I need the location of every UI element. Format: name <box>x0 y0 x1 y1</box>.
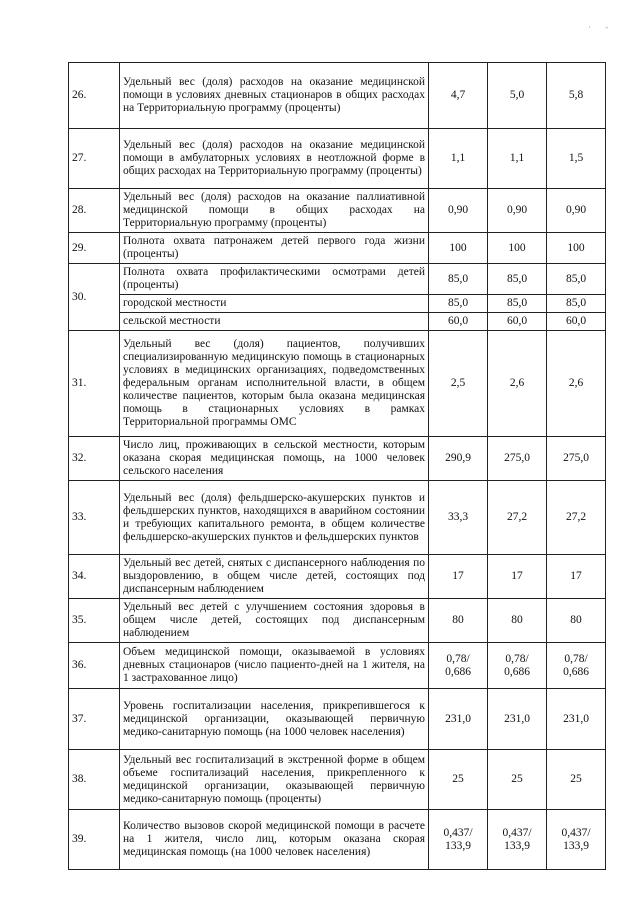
value-cell: 0,437/ 133,9 <box>547 810 606 870</box>
scan-artifact: · - <box>588 22 615 32</box>
value-cell: 100 <box>488 233 547 264</box>
value-cell: 5,8 <box>547 63 606 129</box>
value-cell: 231,0 <box>547 689 606 750</box>
value-cell: 25 <box>488 750 547 810</box>
value-cell: 60,0 <box>488 313 547 331</box>
value-cell: 17 <box>488 555 547 599</box>
row-number: 38. <box>69 750 120 810</box>
row-number: 28. <box>69 189 120 233</box>
row-number: 34. <box>69 555 120 599</box>
value-cell: 17 <box>547 555 606 599</box>
table-row <box>69 643 606 689</box>
value-cell: 17 <box>429 555 488 599</box>
value-cell: 0,90 <box>547 189 606 233</box>
value-cell: 60,0 <box>429 313 488 331</box>
value-cell: 0,78/ 0,686 <box>488 643 547 689</box>
value-cell: 0,90 <box>488 189 547 233</box>
row-number: 37. <box>69 689 120 750</box>
row-description: Удельный вес (доля) пациентов, получивших специализированную медицинскую помощь в стационарных условиях в медицинских организациях, подведомственных федеральным органам исполнительной власти, в общем количестве пациентов, которым была оказана медицинская помощь в стационарных условиях в рамках Территориальной программы ОМС <box>120 331 429 437</box>
value-cell: 1,5 <box>547 129 606 189</box>
table-row <box>69 599 606 643</box>
table-row <box>69 810 606 870</box>
row-description: Объем медицинской помощи, оказываемой в условиях дневных стационаров (число пациенто-дней на 1 жителя, на 1 застрахованное лицо) <box>120 643 429 689</box>
value-cell: 5,0 <box>488 63 547 129</box>
row-description: Удельный вес (доля) расходов на оказание паллиативной медицинской помощи в общих расходах на Территориальную программу (проценты) <box>120 189 429 233</box>
value-cell: 0,437/ 133,9 <box>488 810 547 870</box>
row-number: 31. <box>69 331 120 437</box>
table-row <box>69 233 606 264</box>
row-description: Удельный вес (доля) фельдшерско-акушерских пунктов и фельдшерских пунктов, находящихся в аварийном состоянии и требующих капитального ремонта, в общем количестве фельдшерско-акушерских пунктов и фельдшерских пунктов <box>120 481 429 555</box>
row-number: 26. <box>69 63 120 129</box>
row-number: 32. <box>69 437 120 481</box>
value-cell: 0,78/ 0,686 <box>429 643 488 689</box>
value-cell: 60,0 <box>547 313 606 331</box>
table-row <box>69 555 606 599</box>
row-description: Удельный вес детей с улучшением состояния здоровья в общем числе детей, состоящих под диспансерным наблюдением <box>120 599 429 643</box>
table-row <box>69 63 606 129</box>
value-cell: 0,90 <box>429 189 488 233</box>
table-subrow <box>69 295 606 313</box>
value-cell: 0,437/ 133,9 <box>429 810 488 870</box>
value-cell: 33,3 <box>429 481 488 555</box>
value-cell: 100 <box>547 233 606 264</box>
value-cell: 1,1 <box>488 129 547 189</box>
row-number: 27. <box>69 129 120 189</box>
value-cell: 85,0 <box>429 264 488 295</box>
value-cell: 27,2 <box>547 481 606 555</box>
row-number: 33. <box>69 481 120 555</box>
row-number: 36. <box>69 643 120 689</box>
row-description: Уровень госпитализации населения, прикрепившегося к медицинской организации, оказывающей первичную медико-санитарную помощь (на 1000 человек населения) <box>120 689 429 750</box>
value-cell: 100 <box>429 233 488 264</box>
value-cell: 85,0 <box>488 295 547 313</box>
value-cell: 231,0 <box>429 689 488 750</box>
value-cell: 4,7 <box>429 63 488 129</box>
row-description: Удельный вес госпитализаций в экстренной форме в общем объеме госпитализаций населения, прикрепленного к медицинской организации, оказывающей первичную медико-санитарную помощь (проценты) <box>120 750 429 810</box>
value-cell: 275,0 <box>488 437 547 481</box>
row-number: 35. <box>69 599 120 643</box>
table-row <box>69 689 606 750</box>
table-row <box>69 750 606 810</box>
value-cell: 27,2 <box>488 481 547 555</box>
row-description: Удельный вес детей, снятых с диспансерного наблюдения по выздоровлению, в общем числе детей, состоящих под диспансерным наблюдением <box>120 555 429 599</box>
table-subrow <box>69 313 606 331</box>
value-cell: 85,0 <box>429 295 488 313</box>
indicators-table <box>68 62 606 870</box>
value-cell: 85,0 <box>547 264 606 295</box>
value-cell: 80 <box>429 599 488 643</box>
row-description: Удельный вес (доля) расходов на оказание медицинской помощи в амбулаторных условиях в неотложной форме в общих расходах на Территориальную программу (проценты) <box>120 129 429 189</box>
value-cell: 2,5 <box>429 331 488 437</box>
value-cell: 85,0 <box>488 264 547 295</box>
row-description: Удельный вес (доля) расходов на оказание медицинской помощи в условиях дневных стационаров в общих расходах на Территориальную программу (проценты) <box>120 63 429 129</box>
table-row <box>69 189 606 233</box>
value-cell: 2,6 <box>547 331 606 437</box>
value-cell: 85,0 <box>547 295 606 313</box>
row-description: Число лиц, проживающих в сельской местности, которым оказана скорая медицинская помощь, на 1000 человек сельского населения <box>120 437 429 481</box>
value-cell: 25 <box>429 750 488 810</box>
value-cell: 1,1 <box>429 129 488 189</box>
row-description: Полнота охвата патронажем детей первого года жизни (проценты) <box>120 233 429 264</box>
value-cell: 80 <box>488 599 547 643</box>
row-number: 29. <box>69 233 120 264</box>
table-row <box>69 264 606 295</box>
table-row <box>69 129 606 189</box>
table-row <box>69 481 606 555</box>
row-description: Полнота охвата профилактическими осмотрами детей (проценты) <box>120 264 429 295</box>
table-row <box>69 331 606 437</box>
row-description: городской местности <box>120 295 429 313</box>
value-cell: 80 <box>547 599 606 643</box>
row-description: Количество вызовов скорой медицинской помощи в расчете на 1 жителя, число лиц, которым оказана скорая медицинская помощь (на 1000 человек населения) <box>120 810 429 870</box>
row-number: 30. <box>69 264 120 331</box>
value-cell: 275,0 <box>547 437 606 481</box>
table-row <box>69 437 606 481</box>
row-number: 39. <box>69 810 120 870</box>
value-cell: 231,0 <box>488 689 547 750</box>
value-cell: 25 <box>547 750 606 810</box>
row-description: сельской местности <box>120 313 429 331</box>
value-cell: 290,9 <box>429 437 488 481</box>
value-cell: 0,78/ 0,686 <box>547 643 606 689</box>
value-cell: 2,6 <box>488 331 547 437</box>
